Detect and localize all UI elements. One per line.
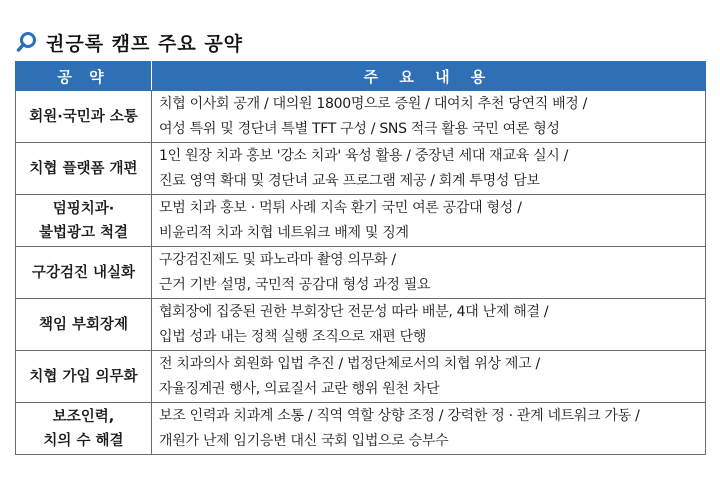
table-row	[16, 195, 706, 247]
table-row	[16, 299, 706, 351]
pledge-content-line: 모범 치과 홍보 · 먹튀 사례 지속 환기 국민 여론 공감대 형성 /	[159, 199, 522, 216]
pledge-name	[16, 351, 152, 403]
page-title	[16, 27, 243, 57]
pledge-name-line: 덤핑치과·	[52, 200, 115, 217]
pledge-table	[15, 61, 706, 455]
pledge-content	[152, 299, 706, 351]
pledge-name-line: 치의 수 해결	[43, 432, 124, 449]
pledge-name	[16, 403, 152, 455]
pledge-content	[152, 91, 706, 143]
pledge-content	[152, 247, 706, 299]
pledge-name-line: 치협 플랫폼 개편	[29, 160, 138, 177]
pledge-content-line: 근거 기반 설명, 국민적 공감대 형성 과정 필요	[159, 276, 431, 293]
pledge-name	[16, 143, 152, 195]
table-header-row	[16, 62, 706, 91]
title-text: 권긍록 캠프 주요 공약	[46, 32, 244, 55]
pledge-content-line: 전 치과의사 회원화 입법 추진 / 법정단체로서의 치협 위상 제고 /	[159, 355, 540, 372]
pledge-content-line: 개원가 난제 임기응변 대신 국회 입법으로 승부수	[159, 432, 449, 449]
pledge-name	[16, 299, 152, 351]
pledge-content-line: 구강검진제도 및 파노라마 촬영 의무화 /	[159, 251, 396, 268]
pledge-name	[16, 247, 152, 299]
table-row	[16, 143, 706, 195]
pledge-name	[16, 91, 152, 143]
table-row	[16, 91, 706, 143]
header-content: 주 요 내 용	[152, 62, 706, 91]
pledge-name-line: 불법광고 척결	[38, 224, 129, 241]
pledge-content-line: 자율징계권 행사, 의료질서 교란 행위 원천 차단	[159, 380, 440, 397]
magnifier-icon	[16, 31, 38, 53]
pledge-name-line: 책임 부회장제	[38, 316, 129, 333]
table-body	[16, 91, 706, 455]
pledge-content	[152, 195, 706, 247]
pledge-name-line: 치협 가입 의무화	[29, 368, 138, 385]
pledge-content-line: 협회장에 집중된 권한 부회장단 전문성 따라 배분, 4대 난제 해결 /	[159, 303, 549, 320]
pledge-content	[152, 403, 706, 455]
pledge-name-line: 보조인력,	[52, 408, 115, 425]
table-row	[16, 247, 706, 299]
pledge-name-line: 구강검진 내실화	[31, 264, 136, 281]
pledge-content-line: 여성 특위 및 경단녀 특별 TFT 구성 / SNS 적극 활용 국민 여론 형성	[159, 120, 560, 137]
pledge-content	[152, 143, 706, 195]
pledge-name	[16, 195, 152, 247]
pledge-content-line: 치협 이사회 공개 / 대의원 1800명으로 증원 / 대여치 추천 당연직 배정 /	[159, 95, 588, 112]
table-row	[16, 403, 706, 455]
pledge-content-line: 입법 성과 내는 정책 실행 조직으로 재편 단행	[159, 328, 427, 345]
pledge-name-line: 회원·국민과 소통	[29, 108, 138, 125]
pledge-content-line: 보조 인력과 치과계 소통 / 직역 역할 상향 조정 / 강력한 정 · 관계 네트워크 가동 /	[159, 407, 640, 424]
pledge-content-line: 1인 원장 치과 홍보 '강소 치과' 육성 활용 / 중장년 세대 재교육 실시 /	[159, 147, 569, 164]
pledge-content-line: 비윤리적 치과 치협 네트워크 배제 및 징계	[159, 224, 409, 241]
table-row	[16, 351, 706, 403]
header-pledge: 공 약	[16, 62, 152, 91]
pledge-content-line: 진료 영역 확대 및 경단녀 교육 프로그램 제공 / 회계 투명성 담보	[159, 172, 540, 189]
pledge-content	[152, 351, 706, 403]
